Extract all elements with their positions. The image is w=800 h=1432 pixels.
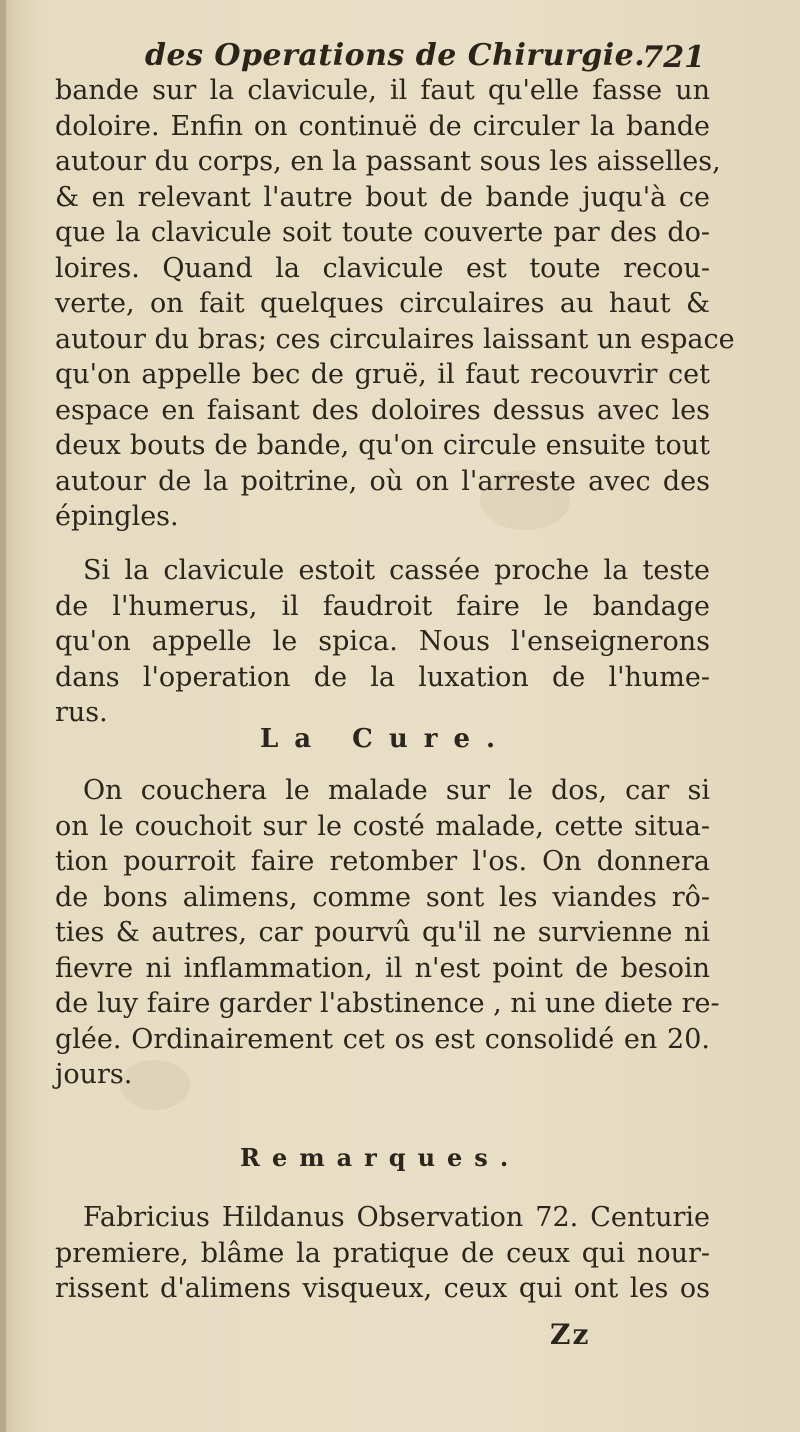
section-heading-remarques: Remarques.	[240, 1143, 521, 1172]
signature-mark: Zz	[550, 1318, 591, 1351]
text-line: fievre ni inflammation, il n'est point de besoin	[55, 952, 710, 984]
paragraph-1	[55, 73, 735, 535]
text-line: premiere, blâme la pratique de ceux qui nour-	[55, 1237, 710, 1269]
text-line: Fabricius Hildanus Observation 72. Centurie	[83, 1202, 710, 1233]
text-line: tion pourroit faire retomber l'os. On donnera	[55, 846, 710, 877]
text-line: glée. Ordinairement cet os est consolidé en 20.	[55, 1023, 710, 1055]
paragraph-2	[55, 553, 710, 731]
text-line: autour du bras; ces circulaires laissant un espace	[55, 323, 735, 355]
text-line: de l'humerus, il faudroit faire le bandage	[55, 590, 710, 622]
text-line: dans l'operation de la luxation de l'hume-	[55, 661, 710, 693]
text-line: on le couchoit sur le costé malade, cette situa-	[55, 810, 710, 842]
paragraph-3	[55, 773, 720, 1093]
running-head-title: des Operations de Chirurgie.	[145, 38, 646, 73]
text-line: deux bouts de bande, qu'on circule ensuite tout	[55, 430, 710, 461]
text-line: Si la clavicule estoit cassée proche la teste	[83, 555, 710, 586]
text-line: qu'on appelle bec de gruë, il faut recouvrir cet	[55, 359, 710, 390]
text-line: doloire. Enfin on continuë de circuler la bande	[55, 110, 710, 142]
paragraph-4	[55, 1200, 710, 1307]
text-line: ties & autres, car pourvû qu'il ne survienne ni	[55, 917, 710, 948]
text-line: de bons alimens, comme sont les viandes rô-	[55, 881, 710, 913]
text-line: jours.	[55, 1059, 133, 1090]
page-gutter	[0, 0, 6, 1432]
text-line: rus.	[55, 697, 108, 728]
text-line: de luy faire garder l'abstinence , ni une diete re-	[55, 988, 720, 1019]
text-line: verte, on fait quelques circulaires au haut &	[55, 288, 710, 319]
text-line: On couchera le malade sur le dos, car si	[83, 775, 710, 806]
text-line: autour de la poitrine, où on l'arreste avec des	[55, 465, 710, 497]
text-line: bande sur la clavicule, il faut qu'elle fasse un	[55, 75, 710, 106]
text-line: rissent d'alimens visqueux, ceux qui ont les os	[55, 1273, 710, 1304]
page-number: 721	[642, 40, 705, 75]
text-line: espace en faisant des doloires dessus avec les	[55, 394, 710, 426]
text-line: & en relevant l'autre bout de bande juqu'à ce	[55, 181, 710, 213]
text-line: autour du corps, en la passant sous les aisselles,	[55, 146, 721, 177]
text-line: qu'on appelle le spica. Nous l'enseignerons	[55, 626, 710, 657]
text-line: que la clavicule soit toute couverte par des do-	[55, 217, 710, 248]
text-line: épingles.	[55, 501, 179, 532]
section-heading-cure: La Cure.	[260, 724, 512, 754]
text-line: loires. Quand la clavicule est toute recou-	[55, 252, 710, 284]
